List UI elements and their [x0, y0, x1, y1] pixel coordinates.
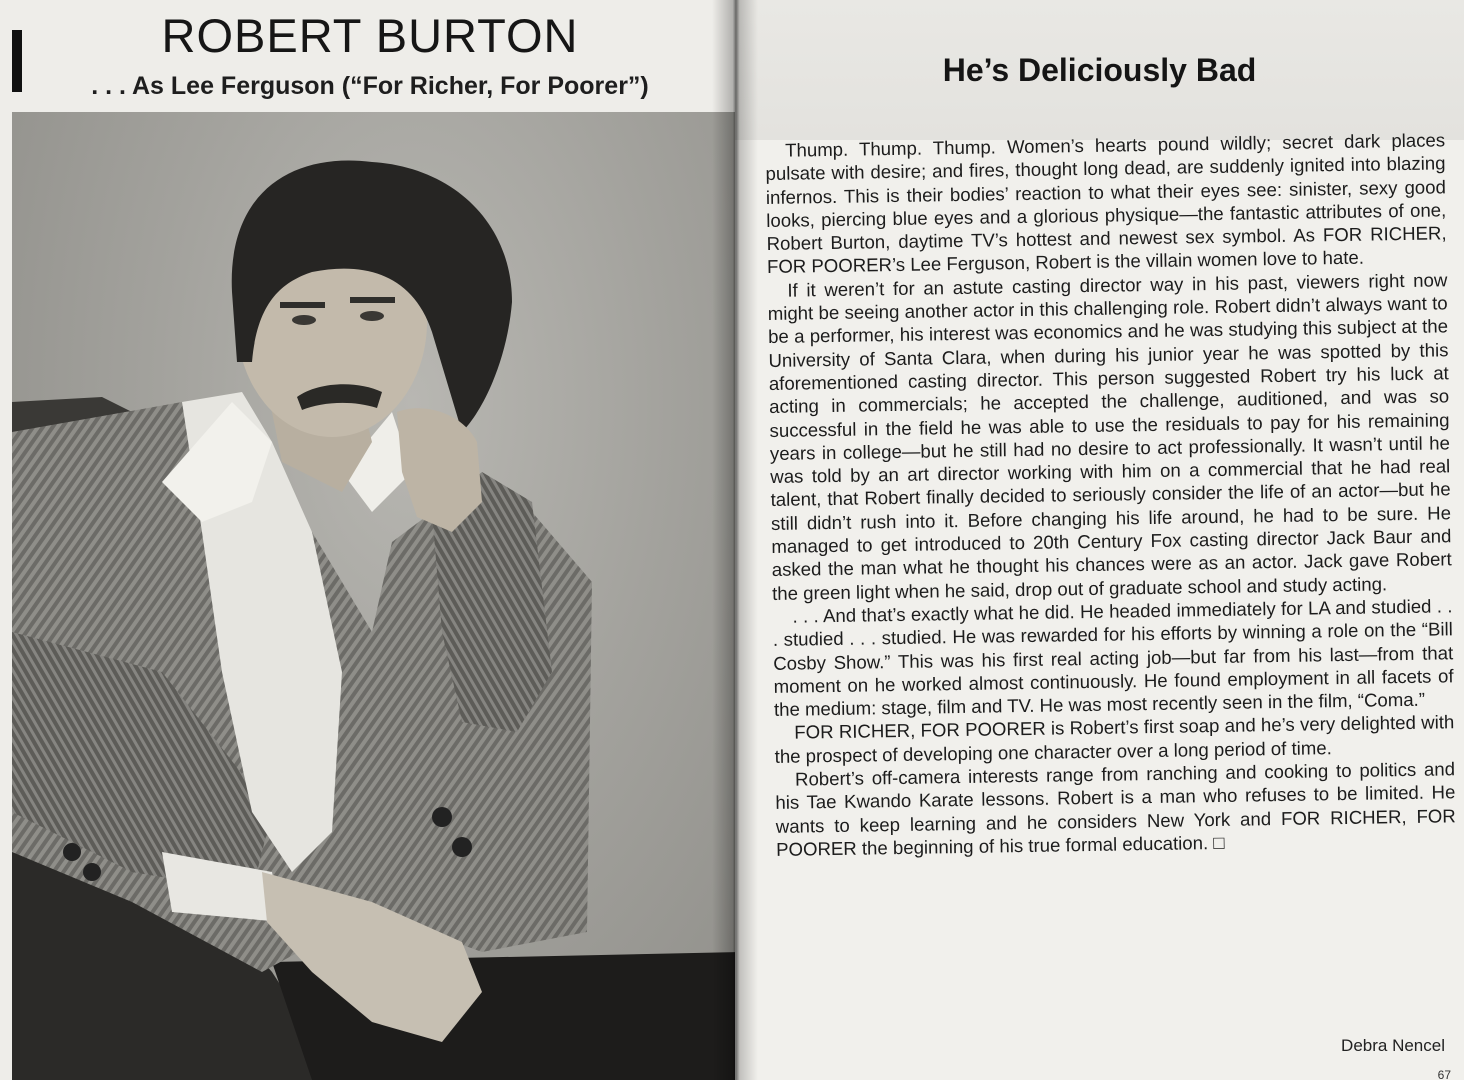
page-headline: ROBERT BURTON [161, 9, 579, 62]
article-paragraph: Thump. Thump. Thump. Women’s hearts pound wildly; secret dark places pulsate with desire; and fires, thought long dead, are suddenly ignited into blazing infernos. This is their bodies’ reaction to what their eyes see: sinister, sexy good looks, piercing blue eyes and a glorious physique—the fantastic attributes of one, Robert Burton, daytime TV’s hottest and newest sex symbol. As FOR RICHER, FOR POORER’s Lee Ferguson, Robert is the villain women love to hate. [765, 129, 1447, 278]
portrait-photo [12, 112, 735, 1080]
portrait-illustration [12, 112, 735, 1080]
page-subhead: . . . As Lee Ferguson (“For Richer, For Poorer”) [91, 72, 649, 100]
article-paragraph: Robert’s off-camera interests range from ranching and cooking to politics and his Tae Kwando Karate lessons. Robert is a man who refuses to be limited. He wants to keep learning and he considers New York and FOR RICHER, FOR POORER the beginning of his true formal education. □ [775, 758, 1456, 860]
right-page [735, 0, 1464, 1080]
article-paragraph: . . . And that’s exactly what he did. He headed immediately for LA and studied . . . studied . . . studied. He was rewarded for his efforts by winning a role on the “Bill Cosby Show.” This was his first real acting job—but far from his last—from that moment on he worked almost continuously. He found employment in all facets of the medium: stage, film and TV. He was most recently seen in the film, “Coma.” [772, 595, 1454, 721]
author-byline: Debra Nencel [1341, 1036, 1445, 1055]
article-paragraph: If it weren’t for an astute casting director way in his past, viewers right now might be seeing another actor in this challenging role. Robert didn’t always want to be a performer, his interest was economics and he was studying this subject at the University of Santa Clara, when during his junior year he was spotted by this aforementioned casting director. This person suggested Robert try his luck at acting in commercials; he accepted the challenge, auditioned, and was so successful in the field he was able to use the residuals to pay for his remaining years in college—but he still had no desire to act professionally. It wasn’t until he was told by an art director working with him on a commercial that he had real talent, that Robert finally decided to seriously consider the life of an actor—but he still didn’t rush into it. Before changing his life around, he had to be sure. He managed to get introduced to 20th Century Fox casting director Jack Baur and asked the man what he thought his chances were as an actor. Jack gave Robert the green light when he said, drop out of graduate school and study acting. [767, 269, 1452, 604]
page-number: 67 [1437, 1068, 1451, 1080]
article-title: He’s Deliciously Bad [942, 52, 1257, 88]
article-body [765, 128, 1456, 861]
article-paragraph: FOR RICHER, FOR POORER is Robert’s first soap and he’s very delighted with the prospect of developing one character over a long period of time. [774, 711, 1455, 767]
